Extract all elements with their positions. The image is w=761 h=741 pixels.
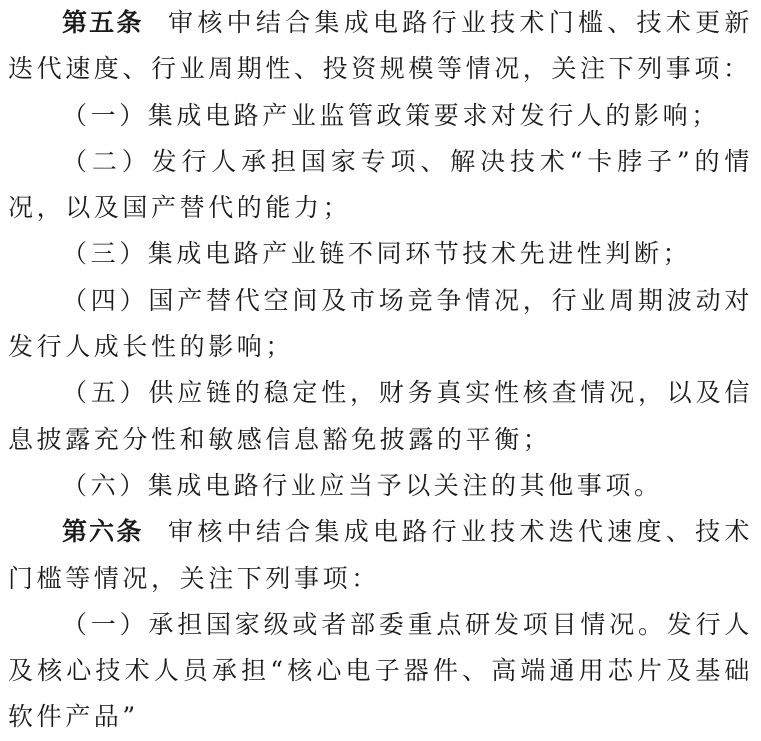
article-6-intro (8, 509, 753, 602)
article-5-item-5: （五）供应链的稳定性，财务真实性核查情况，以及信息披露充分性和敏感信息豁免披露的平衡； (8, 378, 753, 454)
article-5-item-2: （二）发行人承担国家专项、解决技术“卡脖子”的情况，以及国产替代的能力； (8, 146, 753, 223)
article-5-text: 审核中结合集成电路行业技术门槛、技术更新迭代速度、行业周期性、投资规模等情况，关注下列事项： (8, 8, 753, 84)
article-5-intro (8, 0, 753, 93)
article-5-item-3: （三）集成电路产业链不同环节技术先进性判断； (62, 239, 692, 269)
article-6-item-1: （一）承担国家级或者部委重点研发项目情况。发行人及核心技术人员承担“核心电子器件、高端通用芯片及基础软件产品” (8, 609, 753, 732)
article-6-heading: 第六条 (62, 517, 144, 547)
article-5-item-6: （六）集成电路行业应当予以关注的其他事项。 (62, 470, 663, 500)
article-6-text: 审核中结合集成电路行业技术迭代速度、技术门槛等情况，关注下列事项： (8, 517, 753, 593)
article-5-heading: 第五条 (62, 8, 144, 37)
article-5-item-4: （四）国产替代空间及市场竞争情况，行业周期波动对发行人成长性的影响； (8, 285, 753, 362)
article-5-item-1: （一）集成电路产业监管政策要求对发行人的影响； (62, 100, 720, 130)
document-body (8, 0, 753, 741)
